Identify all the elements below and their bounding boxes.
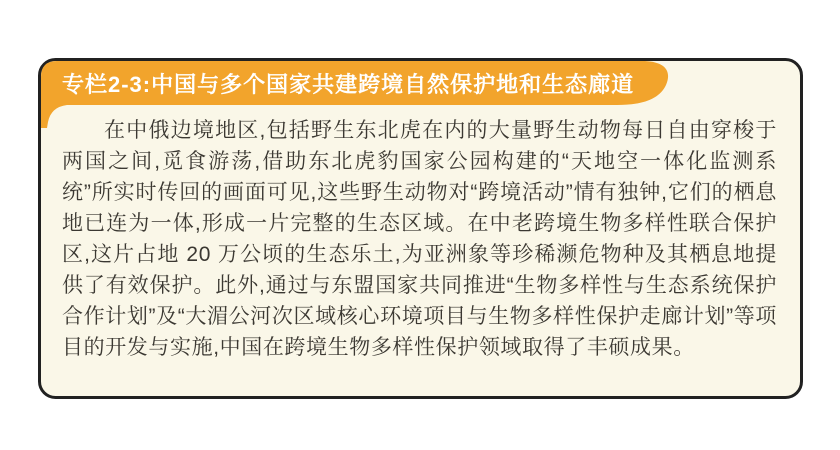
- card-header-title: 专栏2-3:中国与多个国家共建跨境自然保护地和生态廊道: [62, 71, 635, 97]
- column-box-card: [38, 58, 803, 399]
- card-body-paragraph: 在中俄边境地区,包括野生东北虎在内的大量野生动物每日自由穿梭于两国之间,觅食游荡,借助东北虎豹国家公园构建的“天地空一体化监测系统”所实时传回的画面可见,这些野生动物对“跨境活动”情有独钟,它们的栖息地已连为一体,形成一片完整的生态区域。在中老跨境生物多样性联合保护区,这片占地 20 万公顷的生态乐土,为亚洲象等珍稀濒危物种及其栖息地提供了有效保护。此外,通过与东盟国家共同推进“生物多样性与生态系统保护合作计划”及“大湄公河次区域核心环境项目与生物多样性保护走廊计划”等项目的开发与实施,中国在跨境生物多样性保护领域取得了丰硕成果。: [62, 119, 777, 359]
